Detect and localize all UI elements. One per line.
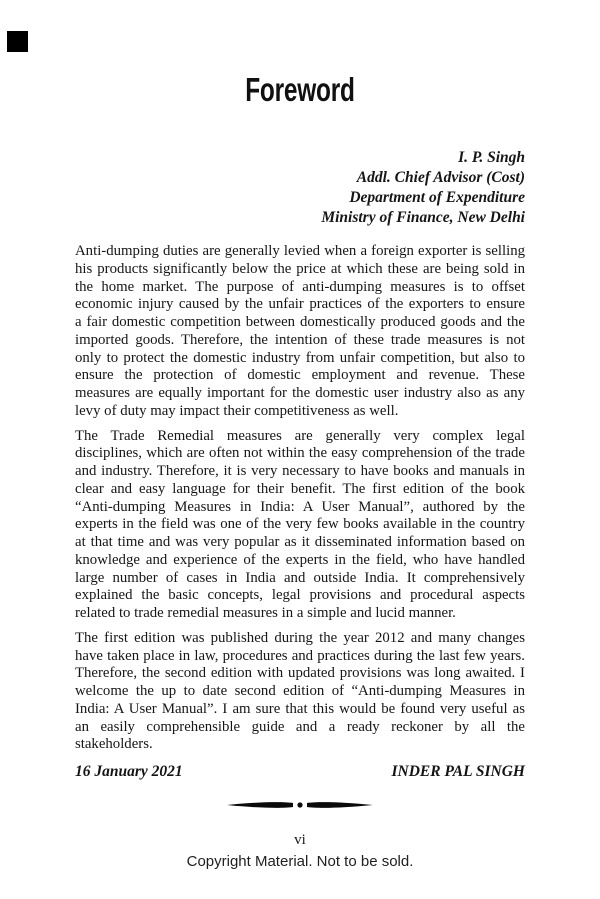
text-line: “Anti-dumping Measures in India: A User Manual”, authored by the	[75, 498, 525, 515]
author-department: Department of Expenditure	[349, 189, 525, 206]
page-title	[75, 73, 525, 107]
text-line: economic injury caused by the unfair practices of the exporters to ensure	[75, 296, 525, 313]
text-line: clear and easy language for their benefit. The first edition of the book	[75, 480, 525, 497]
page-number: vi	[294, 832, 306, 848]
text-line: knowledge and experience of the experts in the field, who have handled	[75, 551, 525, 568]
page-title-text: Foreword	[245, 71, 355, 108]
text-line: have taken place in law, procedures and practices during the last few years.	[75, 647, 525, 664]
text-line: an easily comprehensible guide and a ready reckoner by all the	[75, 718, 525, 735]
text-line: ensure the protection of domestic employment and revenue. These	[75, 367, 525, 384]
author-name: I. P. Singh	[458, 149, 525, 166]
signature-name: INDER PAL SINGH	[391, 763, 525, 780]
author-ministry: Ministry of Finance, New Delhi	[321, 209, 525, 226]
text-line: measures are equally important for the domestic user industry also as any	[75, 385, 525, 401]
signature-row	[75, 762, 525, 781]
text-line: his products significantly below the price at which these are being sold in	[75, 260, 525, 277]
text-line: large number of cases in India and outside India. It comprehensively	[75, 569, 525, 586]
text-line: levy of duty may impact their competitiveness as well.	[75, 402, 399, 419]
author-block	[75, 148, 525, 228]
text-line: India: A User Manual”. I am sure that this would be found very useful as	[75, 700, 525, 717]
author-designation: Addl. Chief Advisor (Cost)	[356, 169, 525, 186]
paragraph	[75, 243, 525, 421]
text-line: the home market. The purpose of anti-dumping measures is to offset	[75, 278, 525, 295]
text-line: welcome the up to date second edition of “Anti-dumping Measures in	[75, 683, 525, 699]
copyright-notice: Copyright Material. Not to be sold.	[186, 853, 414, 870]
text-line: related to trade remedial measures in a simple and lucid manner.	[75, 605, 456, 621]
text-line: experts in the field was one of the very few books available in the country	[75, 516, 525, 533]
text-line: The first edition was published during the year 2012 and many changes	[75, 629, 525, 646]
ornament-divider-icon	[227, 799, 373, 811]
paragraph	[75, 630, 525, 754]
text-line: The Trade Remedial measures are generally very complex legal	[75, 427, 525, 444]
signature-date: 16 January 2021	[75, 763, 183, 780]
text-line: a fair domestic competition between domestically produced goods and the	[75, 314, 525, 330]
paragraph	[75, 428, 525, 623]
text-line: imported goods. Therefore, the intention of these trade measures is not	[75, 331, 525, 348]
text-line: at that time and was very popular as it disseminated information based on	[75, 534, 525, 550]
text-line: explained the basic concepts, legal provisions and procedural aspects	[75, 587, 525, 604]
text-line: Therefore, the second edition with updated provisions was long awaited. I	[75, 665, 525, 682]
text-line: stakeholders.	[75, 736, 153, 753]
text-line: disciplines, which are often not within the easy comprehension of the trade	[75, 445, 525, 462]
body-text	[75, 243, 525, 754]
text-line: Anti-dumping duties are generally levied when a foreign exporter is selling	[75, 243, 525, 259]
text-line: and industry. Therefore, it is very necessary to have books and manuals in	[75, 463, 525, 479]
scan-corner-mark	[7, 31, 28, 52]
text-line: only to protect the domestic industry from unfair competition, but also to	[75, 349, 525, 366]
